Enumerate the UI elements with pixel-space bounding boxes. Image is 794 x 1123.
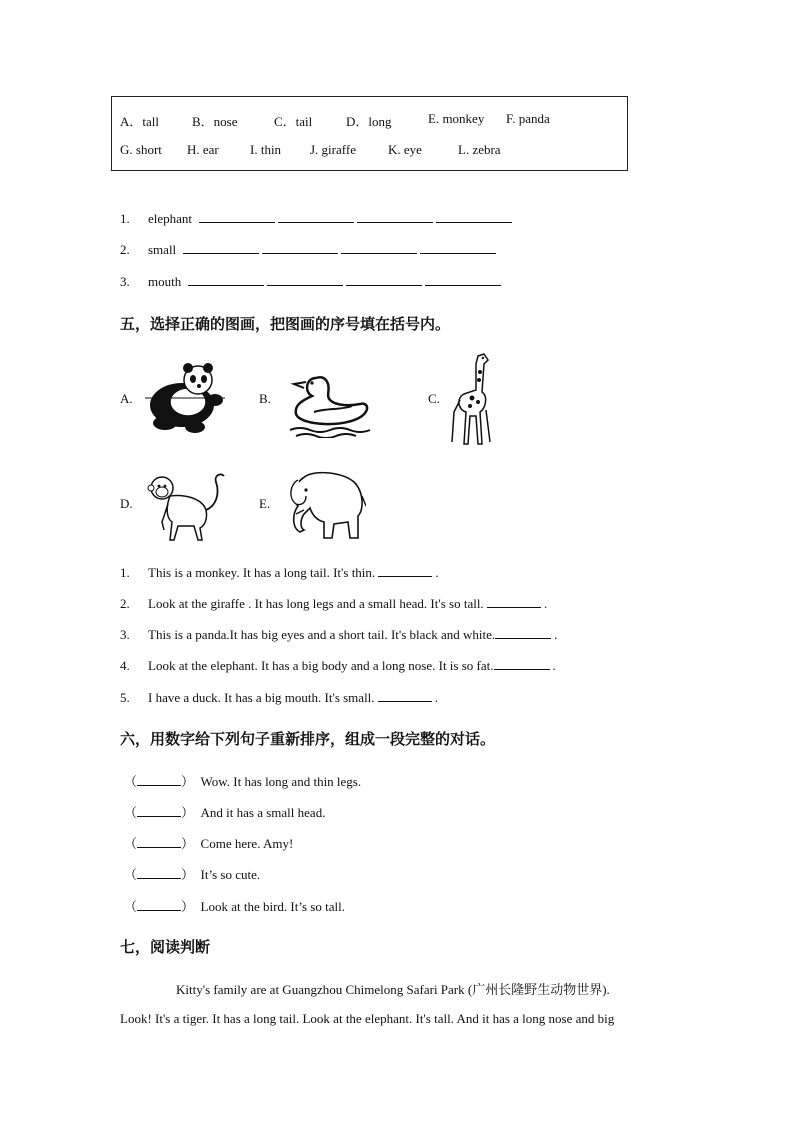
classify-word: small [148, 242, 177, 257]
elephant-icon [282, 466, 366, 542]
word-option: C．tail [274, 114, 313, 129]
reorder-row: （ ） Look at the bird. It’s so tall. [124, 899, 345, 914]
reorder-row: （ ） Wow. It has long and thin legs. [124, 774, 362, 789]
answer-blank[interactable] [278, 210, 354, 223]
sentence-row: 3. This is a panda.It has big eyes and a short tail. It's black and white. . [120, 627, 558, 642]
panda-icon [140, 360, 230, 435]
word-option: J. giraffe [310, 142, 356, 157]
order-blank[interactable] [137, 835, 181, 848]
order-blank[interactable] [137, 866, 181, 879]
section-5-title: 五，选择正确的图画，把图画的序号填在括号内。 [120, 315, 451, 333]
answer-blank[interactable] [494, 657, 550, 670]
word-option: B．nose [192, 114, 238, 129]
sentence-row: 4. Look at the elephant. It has a big body and a long nose. It is so fat. . [120, 658, 556, 673]
classify-word: elephant [148, 211, 193, 226]
classify-word: mouth [148, 274, 182, 289]
word-option: H. ear [187, 142, 219, 157]
sentence-text: Look at the elephant. It has a big body and a long nose. It is so fat. [148, 658, 494, 673]
sentence-text: Look at the giraffe . It has long legs and a small head. It's so tall. [148, 596, 484, 611]
reorder-row: （ ） Come here. Amy! [124, 836, 294, 851]
answer-blank[interactable] [495, 626, 551, 639]
answer-blank[interactable] [425, 273, 501, 286]
sentence-row: 1. This is a monkey. It has a long tail. It's thin. . [120, 565, 439, 580]
dialogue-line: Wow. It has long and thin legs. [200, 774, 362, 789]
word-option: I. thin [250, 142, 282, 157]
answer-blank[interactable] [267, 273, 343, 286]
order-blank[interactable] [137, 804, 181, 817]
sentence-text: This is a panda.It has big eyes and a short tail. It's black and white. [148, 627, 496, 642]
item-number: 5. [120, 690, 130, 705]
dialogue-line: Look at the bird. It’s so tall. [200, 899, 345, 914]
order-blank[interactable] [137, 773, 181, 786]
section-6-title: 六，用数字给下列句子重新排序，组成一段完整的对话。 [120, 730, 496, 748]
classify-row [120, 241, 499, 258]
sentence-text: This is a monkey. It has a long tail. It's thin. [148, 565, 376, 580]
answer-blank[interactable] [436, 210, 512, 223]
item-number: 1. [120, 565, 130, 580]
word-option: F. panda [506, 111, 550, 126]
word-option: G. short [120, 142, 162, 157]
item-number: 1. [120, 211, 130, 226]
answer-blank[interactable] [341, 241, 417, 254]
reading-passage-line-2: Look! It's a tiger. It has a long tail. Look at the elephant. It's tall. And it has a long nose and big [120, 1011, 615, 1026]
answer-blank[interactable] [487, 595, 541, 608]
sentence-text: I have a duck. It has a big mouth. It's small. [148, 690, 375, 705]
word-option: K. eye [388, 142, 422, 157]
item-number: 3. [120, 274, 130, 289]
dialogue-line: Come here. Amy! [200, 836, 294, 851]
word-option: D．long [346, 114, 392, 129]
answer-blank[interactable] [346, 273, 422, 286]
answer-blank[interactable] [199, 210, 275, 223]
answer-blank[interactable] [378, 564, 432, 577]
item-number: 2. [120, 596, 130, 611]
picture-label: B. [259, 391, 271, 406]
order-blank[interactable] [137, 898, 181, 911]
picture-label: C. [428, 391, 440, 406]
section-7-title: 七，阅读判断 [120, 938, 211, 956]
answer-blank[interactable] [378, 689, 432, 702]
classify-row [120, 210, 515, 227]
picture-label: A. [120, 391, 133, 406]
answer-blank[interactable] [183, 241, 259, 254]
dialogue-line: And it has a small head. [200, 805, 326, 820]
answer-blank[interactable] [188, 273, 264, 286]
word-option: L. zebra [458, 142, 501, 157]
reorder-row: （ ） And it has a small head. [124, 805, 326, 820]
answer-blank[interactable] [357, 210, 433, 223]
word-bank-box [111, 96, 628, 171]
answer-blank[interactable] [420, 241, 496, 254]
duck-icon [286, 370, 378, 438]
giraffe-icon [448, 352, 498, 448]
item-number: 3. [120, 627, 130, 642]
reading-passage-line-1: Kitty's family are at Guangzhou Chimelong Safari Park (广州长隆野生动物世界). [176, 982, 610, 997]
item-number: 4. [120, 658, 130, 673]
reorder-row: （ ） It’s so cute. [124, 867, 261, 882]
word-option: A．tall [120, 114, 159, 129]
item-number: 2. [120, 242, 130, 257]
answer-blank[interactable] [262, 241, 338, 254]
monkey-icon [144, 470, 230, 542]
picture-label: D. [120, 496, 133, 511]
sentence-row: 2. Look at the giraffe . It has long legs and a small head. It's so tall. . [120, 596, 548, 611]
picture-label: E. [259, 496, 271, 511]
classify-row [120, 273, 504, 290]
dialogue-line: It’s so cute. [200, 867, 261, 882]
sentence-row: 5. I have a duck. It has a big mouth. It's small. . [120, 690, 439, 705]
word-option: E. monkey [428, 111, 485, 126]
